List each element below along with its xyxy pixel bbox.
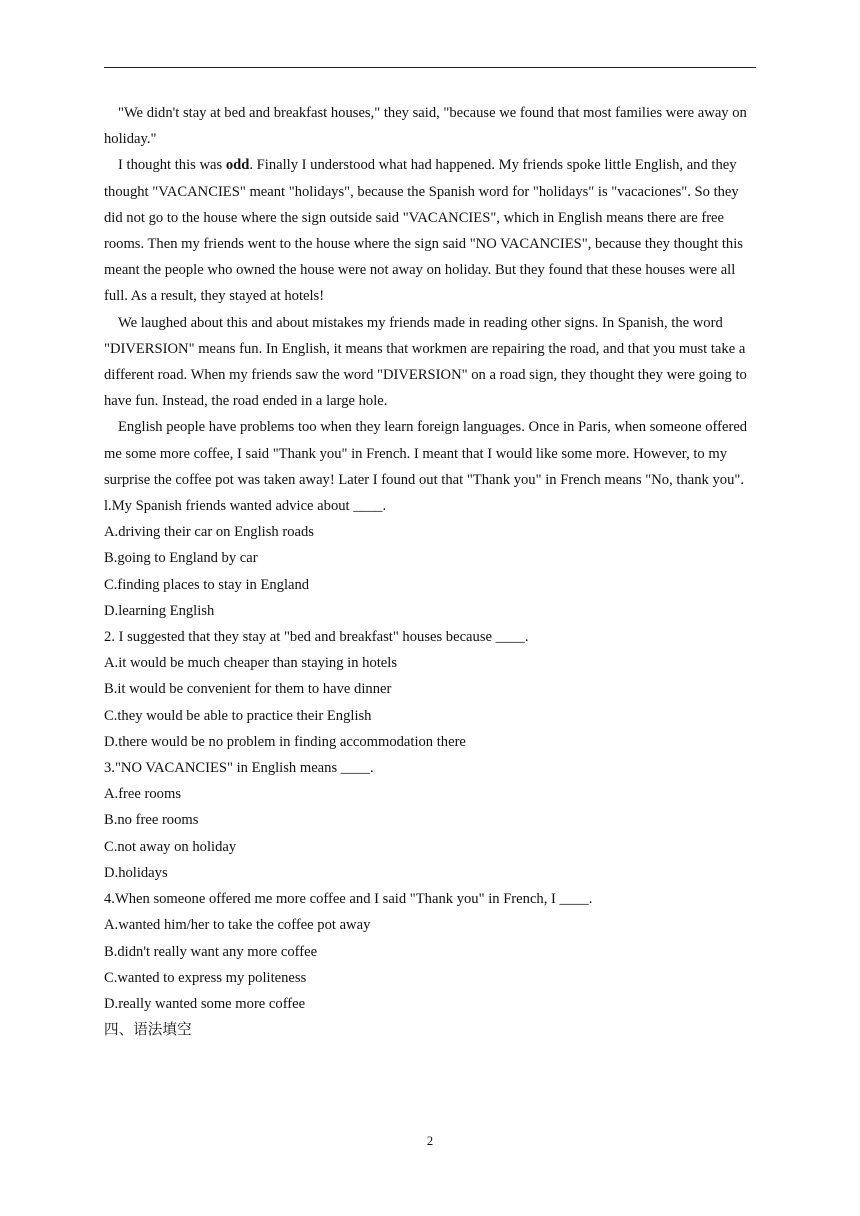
question-1-stem: l.My Spanish friends wanted advice about ____.	[104, 498, 387, 515]
page-number: 2	[426, 1134, 434, 1148]
question-2-option-b: B.it would be convenient for them to have dinner	[104, 681, 392, 698]
question-3-stem: 3."NO VACANCIES" in English means ____.	[104, 760, 374, 777]
question-3-option-a: A.free rooms	[104, 786, 181, 803]
question-4-stem: 4.When someone offered me more coffee and I said "Thank you" in French, I ____.	[104, 891, 593, 908]
question-3-option-c: C.not away on holiday	[104, 838, 237, 855]
question-3-option-b: B.no free rooms	[104, 812, 199, 829]
bold-word-odd: odd	[225, 157, 250, 174]
paragraph-2-start: I thought this was	[118, 157, 226, 174]
question-4-option-a: A.wanted him/her to take the coffee pot away	[104, 917, 371, 934]
passage-paragraph-2	[104, 152, 758, 309]
question-4-option-b: B.didn't really want any more coffee	[104, 943, 318, 960]
page-content	[104, 100, 758, 1043]
paragraph-2-rest: . Finally I understood what had happened. My friends spoke little English, and they thought "VACANCIES" meant "holidays", because the Spanish word for "holidays" is "vacaciones". So they did not go to the house where the sign outside said "VACANCIES", which in English means there are free rooms. Then my friends went to the house where the sign said "NO VACANCIES", because they thought this meant the people who owned the house were not away on holiday. But they found that these houses were all full. As a result, they stayed at hotels!	[104, 157, 743, 305]
passage-paragraph-3: We laughed about this and about mistakes my friends made in reading other signs. In Spanish, the word "DIVERSION" means fun. In English, it means that workmen are repairing the road, and that you must take a different road. When my friends saw the word "DIVERSION" on a road sign, they thought they were going to have fun. Instead, the road ended in a large hole.	[104, 314, 747, 410]
question-1-option-a: A.driving their car on English roads	[104, 524, 314, 541]
question-2-option-d: D.there would be no problem in finding accommodation there	[104, 733, 466, 750]
question-1-option-d: D.learning English	[104, 602, 215, 619]
header-rule	[104, 67, 756, 68]
question-2-option-a: A.it would be much cheaper than staying in hotels	[104, 655, 398, 672]
question-3-option-d: D.holidays	[104, 864, 168, 881]
question-4-option-d: D.really wanted some more coffee	[104, 995, 306, 1012]
question-2-stem: 2. I suggested that they stay at "bed and breakfast" houses because ____.	[104, 629, 529, 646]
section-heading: 四、语法填空	[104, 1022, 192, 1039]
passage-paragraph-1: "We didn't stay at bed and breakfast houses," they said, "because we found that most families were away on holiday."	[104, 105, 747, 148]
question-4-option-c: C.wanted to express my politeness	[104, 969, 307, 986]
passage-paragraph-4: English people have problems too when they learn foreign languages. Once in Paris, when someone offered me some more coffee, I said "Thank you" in French. I meant that I would like some more. However, to my surprise the coffee pot was taken away! Later I found out that "Thank you" in French means "No, thank you".	[104, 419, 748, 488]
question-1-option-b: B.going to England by car	[104, 550, 258, 567]
question-2-option-c: C.they would be able to practice their English	[104, 707, 372, 724]
question-1-option-c: C.finding places to stay in England	[104, 576, 310, 593]
